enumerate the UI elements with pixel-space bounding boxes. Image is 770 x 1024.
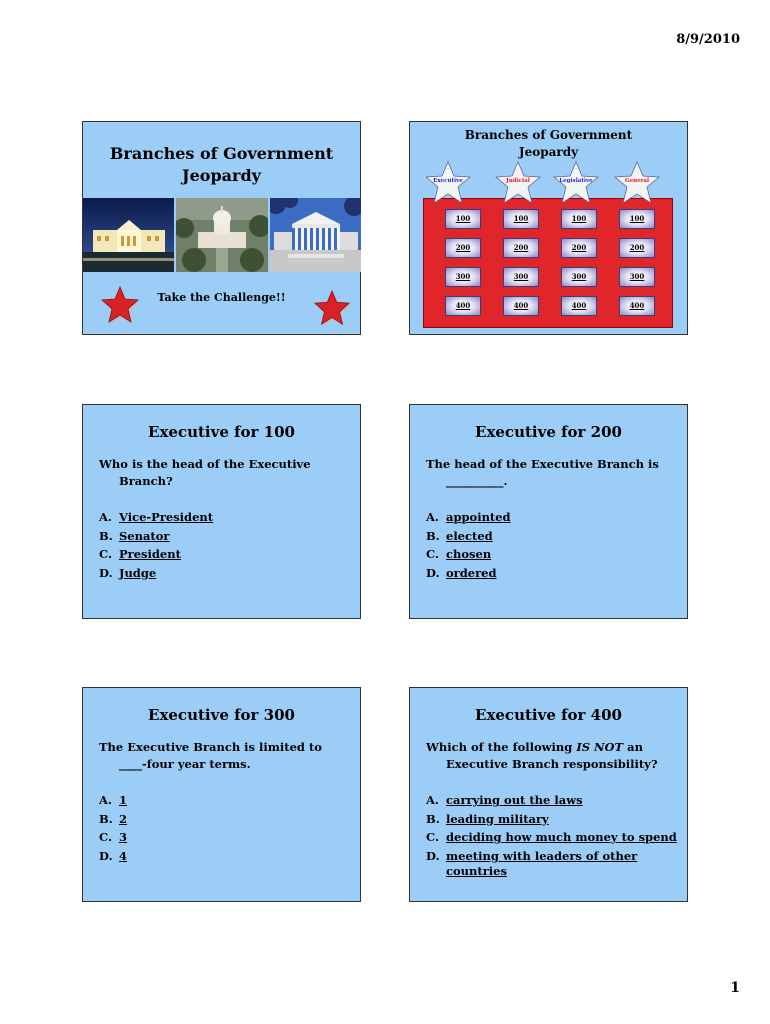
cell-executive-100[interactable]: 100 [445,209,481,229]
cell-judicial-100[interactable]: 100 [503,209,539,229]
option-b[interactable]: B. Senator [99,528,170,543]
option-c[interactable]: C. 3 [99,830,128,844]
cell-legislative-300[interactable]: 300 [561,267,597,287]
slide4-title: Executive for 200 [475,423,622,441]
category-general[interactable]: General [624,178,650,184]
option-b[interactable]: B. leading military [426,811,549,826]
slide-executive-100 [82,404,361,619]
slide-jeopardy-board [409,121,688,335]
option-a[interactable]: A. 1 [99,793,128,807]
page-number: 1 [730,980,740,996]
cell-judicial-200[interactable]: 200 [503,238,539,258]
slide-executive-200 [409,404,688,619]
answer-options [426,508,511,582]
slide2-title-line1: Branches of Government [464,128,633,142]
question-line2: Branch? [119,474,173,488]
cell-legislative-200[interactable]: 200 [561,238,597,258]
cell-executive-400[interactable]: 400 [445,296,481,316]
question [99,456,311,490]
category-judicial[interactable]: Judicial [506,178,530,184]
cell-legislative-400[interactable]: 400 [561,296,597,316]
question-line2: __________. [446,474,508,488]
question-line1: The head of the Executive Branch is [426,457,659,471]
option-c[interactable]: C. deciding how much money to spend [426,830,677,844]
slide-title [82,121,361,335]
slide6-title: Executive for 400 [475,706,622,724]
option-b[interactable]: B. 2 [99,811,128,826]
question-line1: Who is the head of the Executive [99,457,311,471]
category-executive[interactable]: Executive [433,178,463,184]
slide1-title-line1: Branches of Government [109,144,334,163]
cell-executive-200[interactable]: 200 [445,238,481,258]
question-line1: The Executive Branch is limited to [99,740,322,754]
option-d[interactable]: D. meeting with leaders of other [426,848,638,863]
cell-judicial-300[interactable]: 300 [503,267,539,287]
cell-judicial-400[interactable]: 400 [503,296,539,316]
cell-executive-300[interactable]: 300 [445,267,481,287]
option-d[interactable]: D. 4 [99,848,128,863]
question [99,739,322,773]
cell-general-200[interactable]: 200 [619,238,655,258]
category-legislative[interactable]: Legislative [559,178,593,184]
slide2-title-line2: Jeopardy [518,145,579,159]
question [426,739,658,773]
option-b[interactable]: B. elected [426,528,493,543]
slide3-title: Executive for 100 [148,423,295,441]
option-d[interactable]: D. Judge [99,565,157,580]
question-line2: Executive Branch responsibility? [446,757,658,771]
slide1-title-line2: Jeopardy [182,166,261,185]
category-stars [426,160,676,216]
option-a[interactable]: A. appointed [426,510,511,524]
cell-general-100[interactable]: 100 [619,209,655,229]
challenge-text: Take the Challenge!! [157,291,286,304]
question-line1: Which of the following IS NOT an [426,740,643,754]
answer-options [426,791,677,881]
answer-options [99,791,127,865]
option-d-continued[interactable]: countries [446,864,507,878]
white-house-photo [83,198,174,272]
option-d[interactable]: D. ordered [426,565,497,580]
question [426,456,659,490]
option-c[interactable]: C. chosen [426,547,492,561]
option-a[interactable]: A. Vice-President [99,510,214,524]
capitol-photo [176,198,268,272]
emphasis-text: IS NOT [576,740,624,754]
answer-options [99,508,213,582]
option-c[interactable]: C. President [99,547,181,561]
supreme-court-photo [270,198,361,272]
slide-executive-300 [82,687,361,902]
slide5-title: Executive for 300 [148,706,295,724]
question-line2: ____-four year terms. [119,757,251,771]
option-a[interactable]: A. carrying out the laws [426,793,583,807]
star-icon [312,288,352,332]
header-date: 8/9/2010 [676,32,740,47]
cell-general-400[interactable]: 400 [619,296,655,316]
cell-legislative-100[interactable]: 100 [561,209,597,229]
cell-general-300[interactable]: 300 [619,267,655,287]
slide-executive-400 [409,687,688,902]
